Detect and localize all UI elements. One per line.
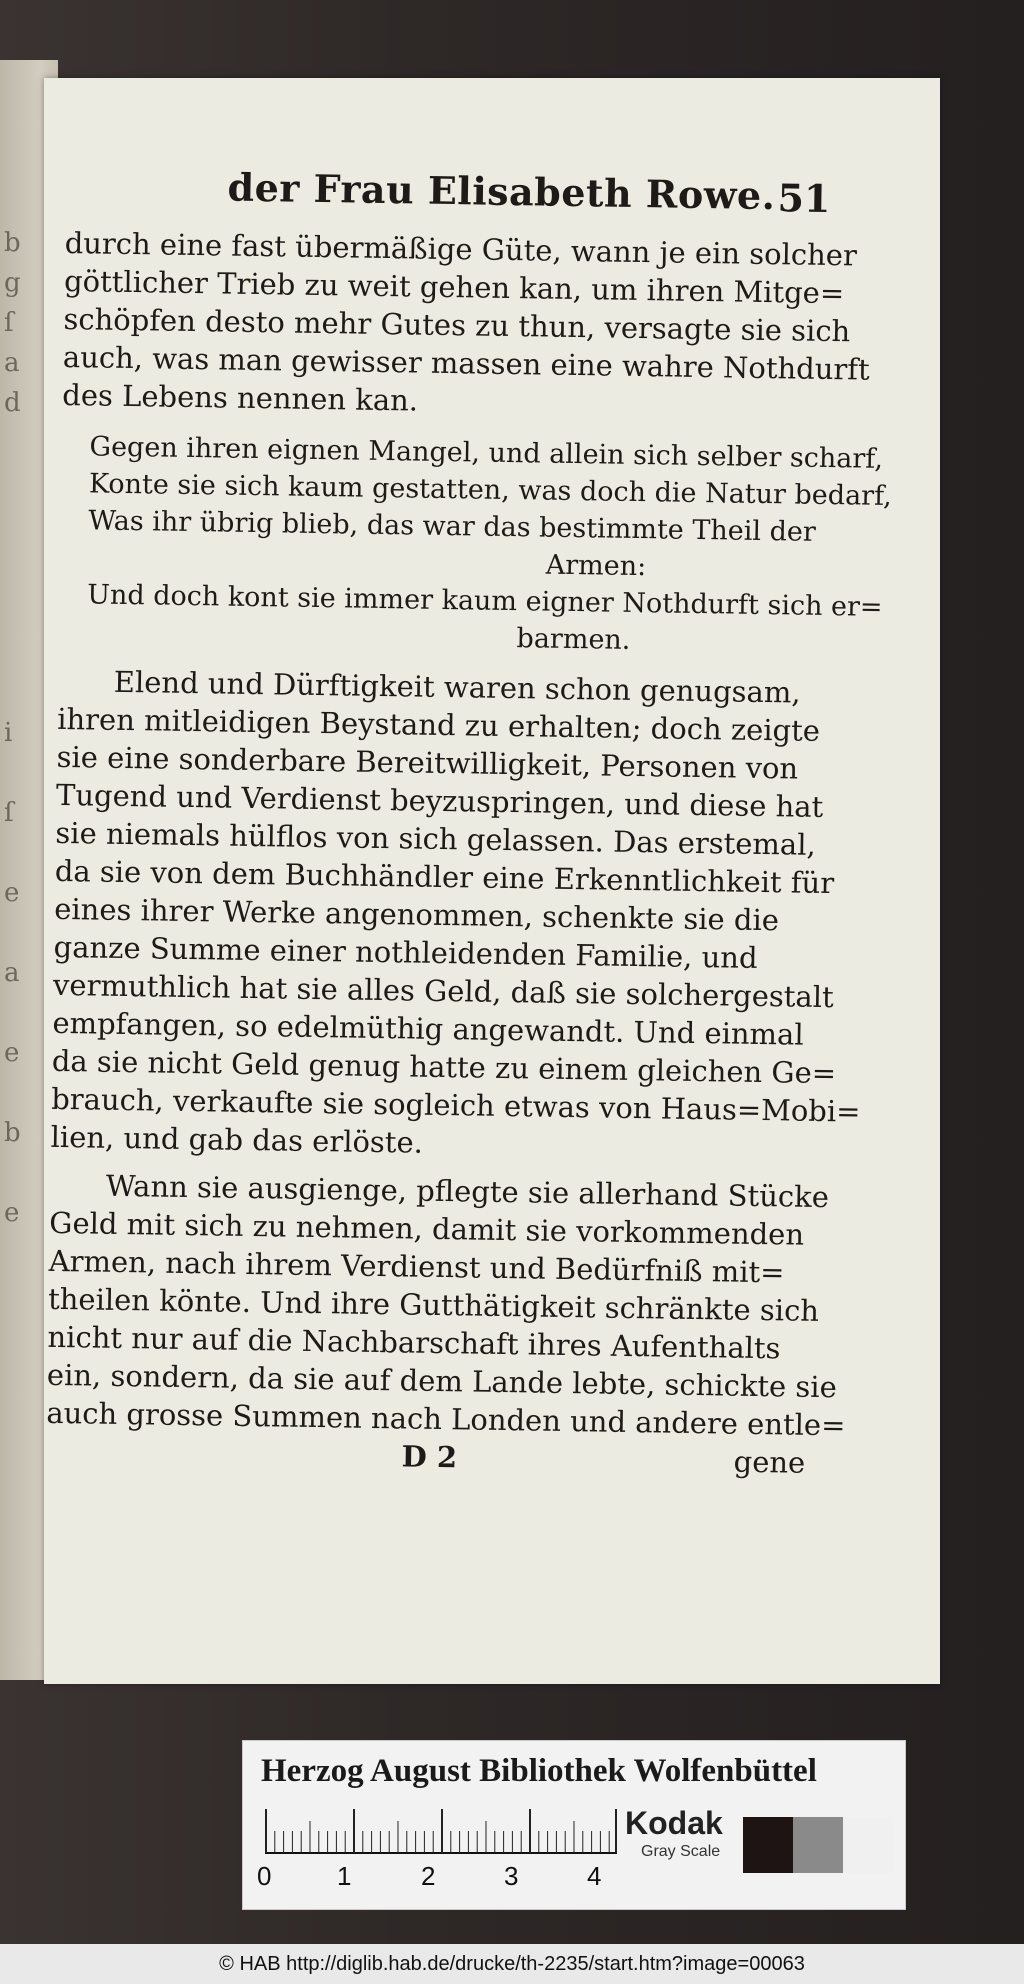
verse-quote	[86, 428, 892, 662]
text-line: nicht nur auf die Nachbarschaft ihres Aufenthalts	[47, 1319, 781, 1366]
prev-page-fragment: i	[4, 718, 13, 748]
color-calibration-target	[242, 1740, 906, 1910]
ruler-label: 2	[421, 1861, 436, 1891]
text-line: vermuthlich hat sie alles Geld, daß sie solchergestalt	[52, 967, 834, 1015]
gray-swatch-dark	[743, 1817, 793, 1873]
gray-swatch-light	[843, 1817, 893, 1873]
ruler-labels	[257, 1861, 637, 1893]
verse-line: Was ihr übrig blieb, das war das bestimmte Theil der	[88, 505, 817, 548]
prev-page-fragment: ſ	[4, 798, 14, 828]
prev-page-fragment: b	[4, 228, 21, 258]
verse-line-continuation: Armen:	[545, 549, 647, 583]
verse-line: Und doch kont sie immer kaum eigner Nothdurft sich er=	[86, 579, 883, 623]
prev-page-fragment: e	[4, 1198, 20, 1228]
verse-line: Gegen ihren eignen Mangel, und allein sich selber scharf,	[89, 431, 884, 475]
copyright-credit: © HAB http://diglib.hab.de/drucke/th-2235/start.htm?image=00063	[219, 1952, 805, 1975]
signature-mark: D 2	[401, 1439, 458, 1475]
ruler-label: 3	[504, 1861, 519, 1891]
page-text-block	[45, 162, 892, 1494]
text-line: göttlicher Trieb zu weit gehen kan, um ihren Mitge=	[63, 263, 845, 311]
page-number: 51	[777, 175, 831, 222]
text-line: ein, sondern, da sie auf dem Lande lebte, schickte sie	[46, 1357, 838, 1405]
text-line: ganze Summe einer nothleidenden Familie, und	[53, 929, 758, 975]
text-line: da sie von dem Buchhändler eine Erkenntlichkeit für	[54, 853, 835, 901]
prev-page-fragment: e	[4, 878, 20, 908]
paragraph-3	[46, 1166, 846, 1444]
text-line: sie eine sonderbare Bereitwilligkeit, Personen von	[56, 739, 799, 786]
prev-page-fragment: a	[4, 958, 20, 988]
text-line: theilen könte. Und ihre Gutthätigkeit schränkte sich	[47, 1281, 820, 1328]
text-line: empfangen, so edelmüthig angewandt. Und einmal	[52, 1005, 804, 1052]
text-line: schöpfen desto mehr Gutes zu thun, versagte sie sich	[63, 301, 851, 349]
text-line: eines ihrer Werke angenommen, schenkte sie die	[53, 891, 780, 938]
ruler-label: 4	[587, 1861, 602, 1891]
text-line: sie niemals hülflos von sich gelassen. Das erstemal,	[55, 815, 816, 862]
text-line: brauch, verkaufte sie sogleich etwas von Haus=Mobi=	[51, 1081, 861, 1129]
text-line: Armen, nach ihrem Verdienst und Bedürfniß mit=	[48, 1243, 785, 1290]
catchword: gene	[733, 1444, 806, 1480]
text-line: Tugend und Verdienst beyzuspringen, und diese hat	[55, 777, 824, 824]
page-header	[65, 162, 836, 236]
book-page	[44, 78, 940, 1684]
measurement-ruler	[265, 1807, 617, 1855]
paragraph-1	[62, 224, 870, 426]
library-name: Herzog August Bibliothek Wolfenbüttel	[261, 1753, 817, 1789]
text-line: ihren mitleidigen Beystand zu erhalten; doch zeigte	[56, 701, 821, 748]
prev-page-fragment: ſ	[4, 308, 14, 338]
verse-line-continuation: barmen.	[516, 623, 631, 656]
text-line: da sie nicht Geld genug hatte zu einem gleichen Ge=	[51, 1043, 837, 1091]
text-line: des Lebens nennen kan.	[62, 377, 419, 418]
copyright-footer	[0, 1944, 1024, 1984]
prev-page-fragment: b	[4, 1118, 21, 1148]
verse-line: Konte sie sich kaum gestatten, was doch die Natur bedarf,	[88, 468, 892, 513]
gray-scale-label: Gray Scale	[641, 1843, 721, 1860]
kodak-logo: Kodak	[625, 1805, 723, 1841]
gray-swatch-mid	[793, 1817, 843, 1873]
text-line: Elend und Dürftigkeit waren schon genugsam,	[113, 664, 801, 710]
paragraph-2	[50, 662, 861, 1168]
text-line: auch, was man gewisser massen eine wahre Nothdurft	[62, 339, 870, 387]
gray-swatches	[743, 1817, 893, 1873]
page-footer	[45, 1434, 816, 1494]
prev-page-fragment: d	[4, 388, 21, 418]
text-line: Geld mit sich zu nehmen, damit sie vorkommenden	[49, 1205, 805, 1252]
ruler-label: 0	[257, 1861, 272, 1891]
text-line: auch grosse Summen nach Londen und andere entle=	[46, 1395, 846, 1443]
running-head: der Frau Elisabeth Rowe.	[227, 164, 776, 219]
ruler-label: 1	[337, 1861, 352, 1891]
text-line: Wann sie ausgienge, pflegte sie allerhand Stücke	[105, 1168, 830, 1215]
prev-page-fragment: e	[4, 1038, 20, 1068]
prev-page-fragment: a	[4, 348, 20, 378]
prev-page-fragment: g	[4, 268, 21, 298]
text-line: lien, und gab das erlöste.	[50, 1119, 424, 1160]
text-line: durch eine fast übermäßige Güte, wann je ein solcher	[64, 225, 858, 273]
